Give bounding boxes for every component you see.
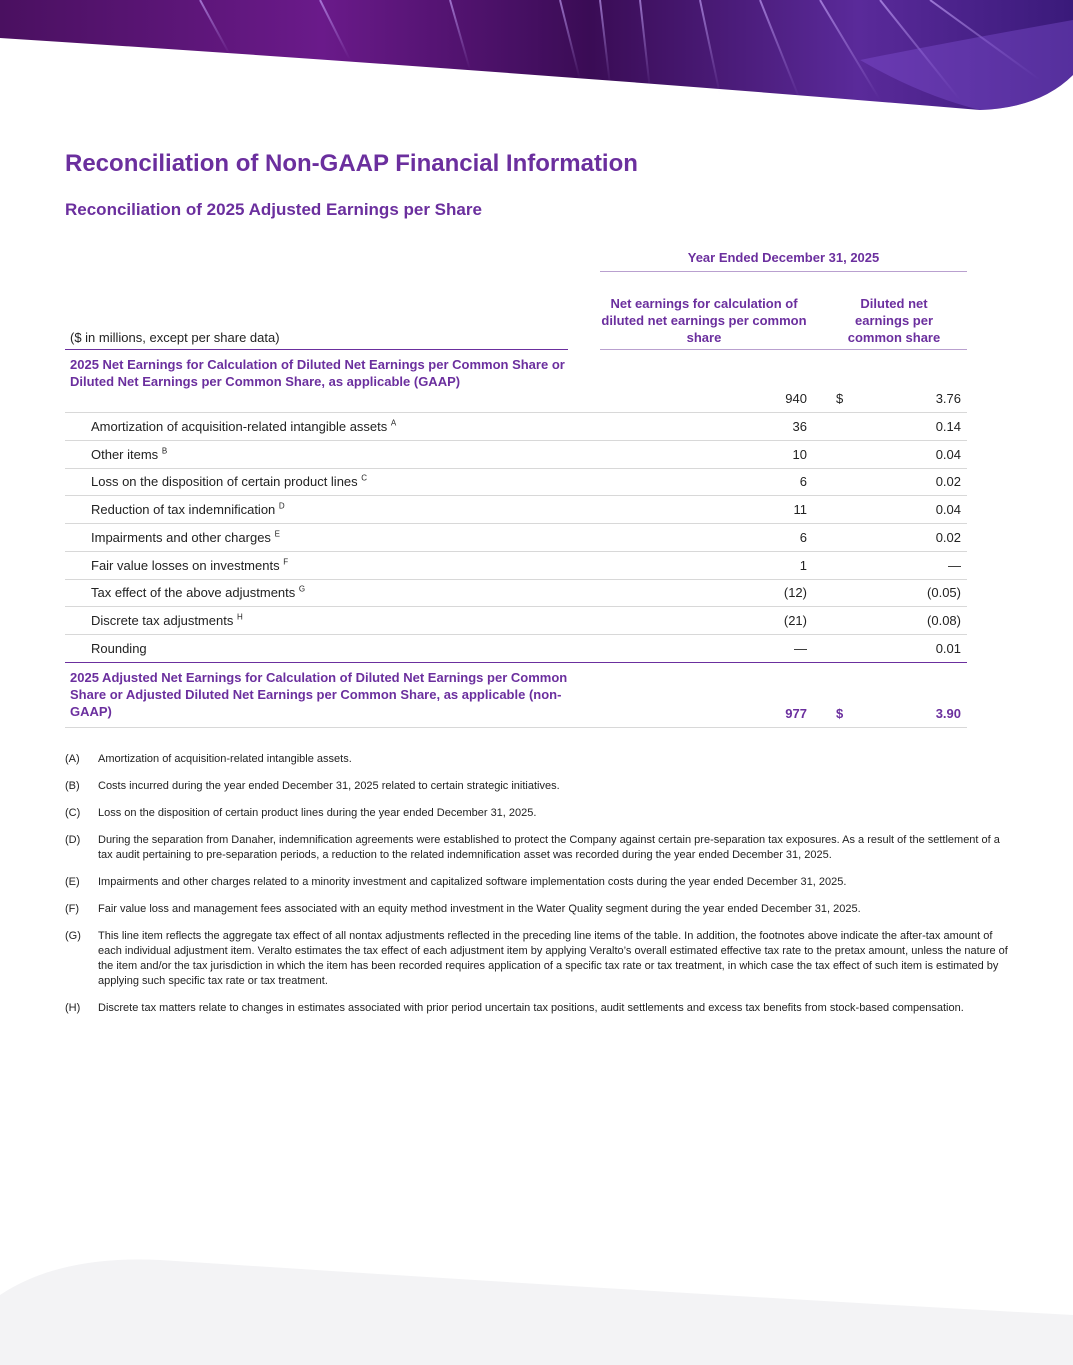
- table-row: [65, 441, 967, 469]
- row-label: [91, 502, 285, 517]
- row-label-text: Loss on the disposition of certain product lines: [91, 474, 358, 490]
- footnote-item: [65, 875, 1010, 890]
- total-row-currency: $: [836, 706, 844, 721]
- footnote-text: Fair value loss and management fees associated with an equity method investment in the Water Quality segment during the year ended December 31, 2025.: [98, 903, 861, 915]
- footnote-ref: F: [283, 557, 289, 567]
- footnote-text: Loss on the disposition of certain product lines during the year ended December 31, 2025.: [98, 807, 537, 819]
- footnote-text: This line item reflects the aggregate tax effect of all nontax adjustments reflected in the preceding line items of the table. In addition, the footnotes above indicate the after-tax amount of each individual adjustment item. Veralto estimates the tax effect of each adjustment item by applying Veralto’s overall estimated effective tax rate to the pretax amount, unless the nature of the item and/or the tax jurisdiction in which the item has been recorded requires application of a specific tax rate or tax treatment, in which case the tax effect of such item is estimated by applying such specific tax rate or tax treatment.: [98, 930, 1008, 987]
- total-row-label: 2025 Adjusted Net Earnings for Calculation of Diluted Net Earnings per Common Share or Adjusted Diluted Net Earnings per Common Share, as applicable (non-GAAP): [70, 670, 568, 719]
- row-net-value: 36: [792, 419, 807, 434]
- row-label-text: Tax effect of the above adjustments: [91, 585, 296, 601]
- row-net-value: 6: [799, 474, 807, 490]
- row-eps-value: 0.01: [935, 640, 961, 656]
- footnote-text: Impairments and other charges related to a minority investment and capitalized software implementation costs during the year ended December 31, 2025.: [98, 876, 847, 888]
- footnote-tag: (H): [65, 1002, 81, 1014]
- row-eps-value: 0.04: [935, 502, 961, 518]
- footnote-text: Costs incurred during the year ended December 31, 2025 related to certain strategic initiatives.: [98, 780, 560, 792]
- footnote-item: [65, 779, 1010, 794]
- row-label: [91, 474, 367, 489]
- footnote-tag: (C): [65, 807, 81, 819]
- footnotes: [65, 752, 1010, 1028]
- row-eps-value: 0.04: [935, 446, 961, 462]
- row-label-text: Amortization of acquisition-related intangible assets: [91, 419, 388, 434]
- table-row: [65, 552, 967, 580]
- row-label: [91, 585, 305, 600]
- row-label: [91, 447, 167, 462]
- footnote-tag: (D): [65, 834, 81, 846]
- row-eps-value: 0.14: [935, 419, 961, 434]
- table-row: [65, 607, 967, 635]
- row-label: [91, 613, 243, 628]
- page-subtitle: Reconciliation of 2025 Adjusted Earnings per Share: [65, 200, 482, 219]
- footnote-tag: (G): [65, 930, 81, 942]
- row-eps-value: 0.02: [935, 529, 961, 545]
- gaap-row-label: 2025 Net Earnings for Calculation of Diluted Net Earnings per Common Share or Diluted Net Earnings per Common Share, as applicable (GAAP): [70, 357, 565, 389]
- footnote-ref: D: [278, 501, 285, 511]
- footnote-item: [65, 752, 1010, 767]
- footnote-ref: A: [390, 418, 397, 428]
- footnote-text: Amortization of acquisition-related intangible assets.: [98, 753, 352, 765]
- footnote-text: During the separation from Danaher, indemnification agreements were established to protect the Company against certain pre-separation tax exposures. As a result of the settlement of a tax audit pertaining to pre-separation periods, a reduction to the related indemnification asset was recorded during the year ended December 31, 2025.: [98, 834, 1000, 861]
- row-net-value: (12): [783, 585, 807, 601]
- footnote-item: [65, 929, 1010, 989]
- row-label-text: Discrete tax adjustments: [91, 612, 234, 628]
- gaap-row: [65, 350, 967, 413]
- table-row: [65, 524, 967, 552]
- footer-swoosh-graphic: [0, 1255, 1073, 1365]
- col-eps-header: Diluted net earnings per common share: [847, 296, 941, 345]
- footnote-tag: (A): [65, 753, 80, 765]
- row-net-value: 1: [799, 557, 807, 573]
- table-row: [65, 468, 967, 496]
- row-label: [91, 530, 280, 545]
- row-eps-value: (0.08): [927, 612, 961, 628]
- col-net-earnings-header: Net earnings for calculation of diluted net earnings per common share: [601, 296, 807, 345]
- row-label-text: Fair value losses on investments: [91, 557, 280, 573]
- footnote-tag: (F): [65, 903, 80, 915]
- row-eps-value: (0.05): [927, 585, 961, 601]
- footnote-tag: (E): [65, 876, 80, 888]
- row-label-text: Other items: [91, 446, 159, 462]
- table-row: [65, 413, 967, 441]
- period-header: Year Ended December 31, 2025: [600, 250, 967, 272]
- footnote-ref: E: [274, 529, 280, 539]
- row-label: [91, 558, 288, 573]
- row-label: [91, 419, 396, 434]
- row-label-text: Reduction of tax indemnification: [91, 502, 276, 518]
- row-net-value: 11: [793, 502, 807, 518]
- table-row: [65, 496, 967, 524]
- gaap-row-eps: 3.76: [935, 391, 961, 406]
- footnote-ref: G: [298, 584, 306, 594]
- row-label: [91, 641, 147, 656]
- header-banner-graphic: [0, 0, 1073, 120]
- row-eps-value: 0.02: [935, 474, 961, 490]
- table-row: [65, 579, 967, 607]
- footnote-tag: (B): [65, 780, 80, 792]
- row-net-value: 10: [792, 446, 807, 462]
- row-label-text: Rounding: [91, 640, 147, 656]
- page-title: Reconciliation of Non-GAAP Financial Information: [65, 150, 638, 177]
- units-label: ($ in millions, except per share data): [70, 330, 280, 345]
- footnote-text: Discrete tax matters relate to changes in estimates associated with prior period uncertain tax positions, audit settlements and excess tax benefits from stock-based compensation.: [98, 1002, 964, 1014]
- footnote-ref: C: [361, 474, 368, 484]
- gaap-row-net: 940: [785, 391, 807, 406]
- footnote-item: [65, 1001, 1010, 1016]
- total-row: [65, 662, 967, 728]
- gaap-row-currency: $: [836, 391, 844, 406]
- row-label-text: Impairments and other charges: [91, 529, 271, 545]
- row-eps-value: —: [948, 557, 961, 573]
- footnote-item: [65, 902, 1010, 917]
- footnote-ref: B: [161, 446, 168, 456]
- total-row-eps: 3.90: [935, 706, 961, 721]
- footnote-item: [65, 806, 1010, 821]
- footnote-item: [65, 833, 1010, 863]
- table-row: [65, 635, 967, 663]
- row-net-value: 6: [799, 529, 807, 545]
- row-net-value: (21): [783, 612, 807, 628]
- row-net-value: —: [794, 640, 807, 656]
- footnote-ref: H: [236, 612, 243, 622]
- total-row-net: 977: [785, 706, 807, 721]
